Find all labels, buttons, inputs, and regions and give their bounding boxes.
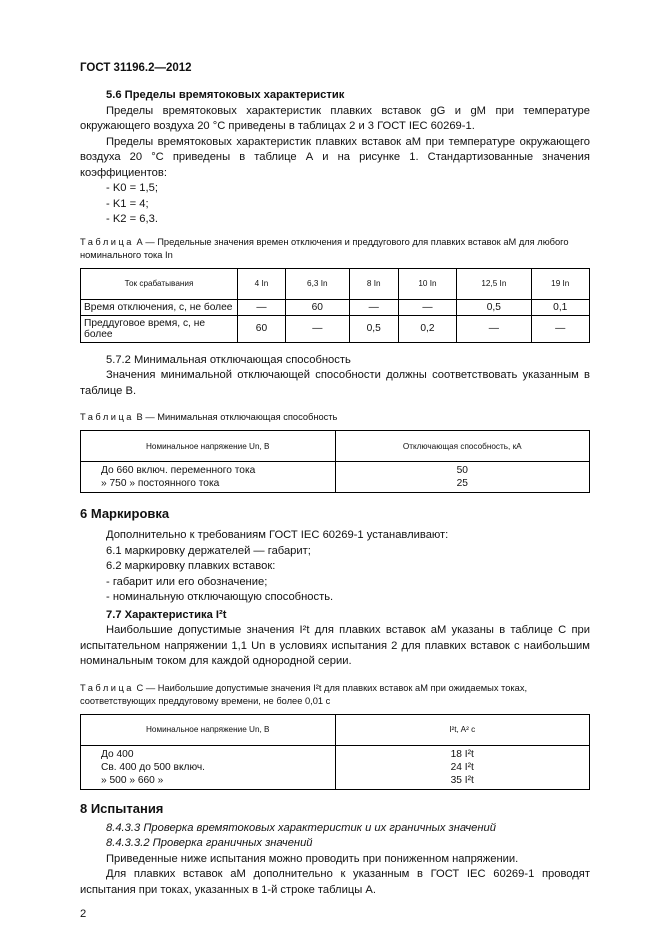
cell-line: До 400: [101, 748, 134, 760]
paragraph: Значения минимальной отключающей способности должны соответствовать указанным в таблице В.: [80, 369, 590, 397]
cell-line: Св. 400 до 500 включ.: [101, 761, 206, 773]
cell: —: [398, 299, 456, 315]
table-header-row: [81, 431, 590, 462]
header-cell: 8 In: [349, 268, 398, 299]
table-b: [80, 430, 590, 493]
header-cell: 4 In: [238, 268, 286, 299]
paragraph: Приведенные ниже испытания можно проводить при пониженном напряжении.: [106, 852, 519, 865]
cell-line: » 500 » 660 »: [101, 774, 164, 786]
table-row: [81, 462, 590, 493]
header-cell: Номинальное напряжение Un, В: [81, 714, 336, 745]
header-cell: 12,5 In: [457, 268, 531, 299]
header-cell: Ток срабатывания: [81, 268, 238, 299]
table-c-caption: [80, 682, 590, 708]
paragraph: Дополнительно к требованиям ГОСТ IEC 60269-1 устанавливают:: [106, 529, 449, 541]
page-number: 2: [80, 908, 87, 920]
list-item: - K1 = 4;: [106, 197, 149, 210]
header-cell: I²t, A² c: [335, 714, 590, 745]
cell-line: 25: [456, 478, 468, 489]
header-cell: 19 In: [531, 268, 590, 299]
cell: [335, 745, 590, 789]
section-title: 8 Испытания: [80, 800, 164, 816]
caption-text: А — Предельные значения времен отключения и преддугового для плавких вставок aM для любого номинального тока In: [80, 236, 569, 260]
table-row: [81, 315, 590, 342]
list-item: - K2 = 6,3.: [106, 213, 158, 225]
cell: 0,2: [398, 315, 456, 342]
header-cell: 6,3 In: [285, 268, 349, 299]
table-c: [80, 714, 590, 790]
cell: 0,1: [531, 299, 590, 315]
cell-line: » 750 » постоянного тока: [101, 478, 220, 489]
caption-label: Таблица: [80, 236, 134, 247]
cell-line: 18 I²t: [450, 748, 474, 760]
section-title: 5.7.2 Минимальная отключающая способность: [106, 353, 351, 366]
table-row: [81, 299, 590, 315]
table-row: [81, 745, 590, 789]
cell: [81, 462, 336, 493]
cell-line: 50: [456, 465, 468, 476]
caption-label: Таблица: [80, 682, 134, 693]
section-8: [80, 800, 590, 899]
table-a-caption: [80, 236, 590, 262]
header-cell: Номинальное напряжение Un, В: [81, 431, 336, 462]
table-header-row: [81, 714, 590, 745]
list-item: - K0 = 1,5;: [106, 182, 158, 194]
cell: 60: [285, 299, 349, 315]
cell: 0,5: [457, 299, 531, 315]
caption-text: С — Наибольшие допустимые значения I²t для плавких вставок aM при ожидаемых токах, соответствующих преддуговому времени, не более 0,01 с: [80, 682, 528, 706]
list-item: 6.2 маркировку плавких вставок:: [106, 560, 276, 572]
cell: 0,5: [349, 315, 398, 342]
section-5-6: [80, 88, 590, 228]
table-a: [80, 268, 590, 343]
cell: —: [457, 315, 531, 342]
table-header-row: [81, 268, 590, 299]
cell: —: [531, 315, 590, 342]
cell: [81, 745, 336, 789]
subsection-title: 8.4.3.3.2 Проверка граничных значений: [106, 837, 313, 849]
cell: —: [238, 299, 286, 315]
section-title: 5.6 Пределы времятоковых характеристик: [106, 89, 345, 101]
paragraph: Для плавких вставок aM дополнительно к указанным в ГОСТ IEC 60269-1 проводят испытания при токах, указанных в 1-й строке таблицы А.: [80, 868, 590, 896]
cell-line: 24 I²t: [450, 761, 474, 773]
paragraph: Пределы времятоковых характеристик плавких вставок aM при температуре окружающего воздуха 20 °C приведены в таблице А и на рисунке 1. Стандартизованные значения коэффициентов:: [80, 135, 590, 179]
cell: 60: [238, 315, 286, 342]
cell: —: [349, 299, 398, 315]
cell: —: [285, 315, 349, 342]
section-6: [80, 505, 590, 670]
header-cell: Отключающая способность, кА: [335, 431, 590, 462]
cell: Преддуговое время, с, не более: [81, 315, 238, 342]
document-header: ГОСТ 31196.2—2012: [80, 62, 192, 74]
caption-label: Таблица: [80, 412, 134, 422]
paragraph: Пределы времятоковых характеристик плавких вставок gG и gM при температуре окружающего воздуха 20 °C приведены в таблицах 2 и 3 ГОСТ IEC 60269-1.: [80, 104, 590, 132]
cell: [335, 462, 590, 493]
cell-line: До 660 включ. переменного тока: [101, 465, 256, 476]
table-b-caption: [80, 411, 590, 424]
cell-line: 35 I²t: [450, 774, 474, 786]
cell: Время отключения, с, не более: [81, 299, 238, 315]
list-item: - габарит или его обозначение;: [106, 575, 268, 588]
section-5-7-2: [80, 353, 590, 400]
paragraph: Наибольшие допустимые значения I²t для плавких вставок aM указаны в таблице С при испытательном напряжении 1,1 Un в условиях испытания 2 для плавких вставок с наибольшим номинальным током для каждой однородной серии.: [80, 624, 590, 667]
header-cell: 10 In: [398, 268, 456, 299]
section-title: 6 Маркировка: [80, 506, 170, 521]
list-item: - номинальную отключающую способность.: [106, 591, 334, 603]
section-title: 7.7 Характеристика I²t: [106, 608, 227, 621]
caption-text: В — Минимальная отключающая способность: [136, 412, 338, 422]
list-item: 6.1 маркировку держателей — габарит;: [106, 544, 311, 557]
subsection-title: 8.4.3.3 Проверка времятоковых характеристик и их граничных значений: [106, 821, 496, 834]
